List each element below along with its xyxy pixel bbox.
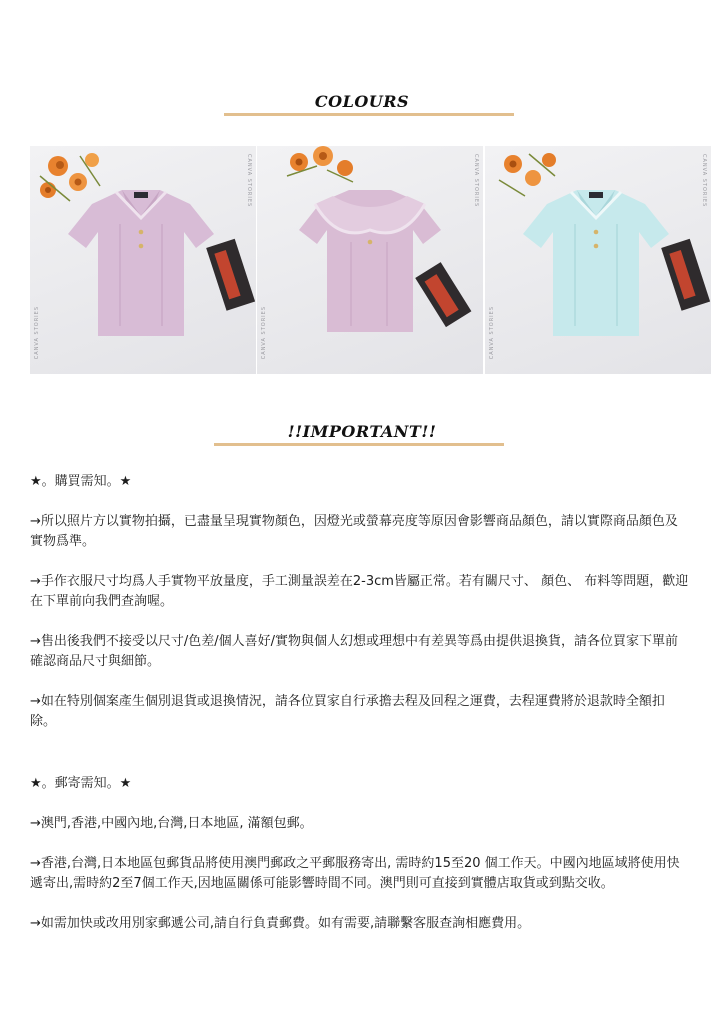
colours-heading: COLOURS — [314, 92, 410, 111]
photo-side-text: CANVA STORIES — [246, 154, 252, 208]
purchase-notes — [30, 472, 690, 732]
important-underline — [214, 443, 504, 446]
purchase-note-4: →如在特別個案產生個別退貨或退換情況，請各位買家自行承擔去程及回程之運費，去程運費將於退款時全額扣除。 — [30, 694, 665, 729]
colours-underline — [224, 113, 514, 116]
product-photo-lilac-1[interactable] — [30, 146, 256, 374]
flower-decoration — [40, 153, 100, 201]
purchase-note-2: →手作衣服尺寸均爲人手實物平放量度，手工測量誤差在2-3cm皆屬正常。若有關尺寸、 顏色、 布料等問題，歡迎在下單前向我們查詢喔。 — [30, 574, 689, 609]
purchase-title: ★。購買需知。★ — [30, 474, 132, 489]
blouse-lilac — [299, 190, 441, 332]
photo-side-text: CANVA STORIES — [473, 154, 479, 208]
product-photo-mint[interactable] — [485, 146, 711, 374]
shipping-notes — [30, 774, 690, 934]
product-photo-lilac-2[interactable] — [257, 146, 483, 374]
blouse-mint — [523, 190, 669, 336]
book-decoration — [206, 239, 255, 311]
book-decoration — [415, 262, 471, 327]
purchase-note-3: →售出後我們不接受以尺寸/色差/個人喜好/實物與個人幻想或理想中有差異等爲由提供退換貨，請各位買家下單前確認商品尺寸與細節。 — [30, 634, 679, 669]
shipping-note-1: →澳門,香港,中國內地,台灣,日本地區, 滿額包郵。 — [30, 816, 313, 831]
blouse-lilac — [68, 190, 214, 336]
photo-side-text: CANVA STORIES — [34, 306, 40, 360]
shipping-title: ★。郵寄需知。★ — [30, 776, 132, 791]
book-decoration — [661, 239, 710, 311]
shipping-note-3: →如需加快或改用別家郵遞公司,請自行負責郵費。如有需要,請聯繫客服查詢相應費用。 — [30, 916, 531, 931]
photo-side-text: CANVA STORIES — [701, 154, 707, 208]
photo-side-text: CANVA STORIES — [489, 306, 495, 360]
shipping-note-2: →香港,台灣,日本地區包郵貨品將使用澳門郵政之平郵服務寄出, 需時約15至20 個工作天。中國內地區域將使用快遞寄出,需時約2至7個工作天,因地區關係可能影響時間不同。澳門則可直接到實體店取貨或到點交收。 — [30, 856, 680, 891]
photo-side-text: CANVA STORIES — [261, 306, 267, 360]
important-heading: !!IMPORTANT!! — [287, 422, 437, 441]
flower-decoration — [499, 153, 556, 196]
purchase-note-1: →所以照片方以實物拍攝，已盡量呈現實物顏色，因燈光或螢幕亮度等原因會影響商品顏色，請以實際商品顏色及實物爲準。 — [30, 514, 678, 549]
flower-decoration — [287, 146, 353, 182]
